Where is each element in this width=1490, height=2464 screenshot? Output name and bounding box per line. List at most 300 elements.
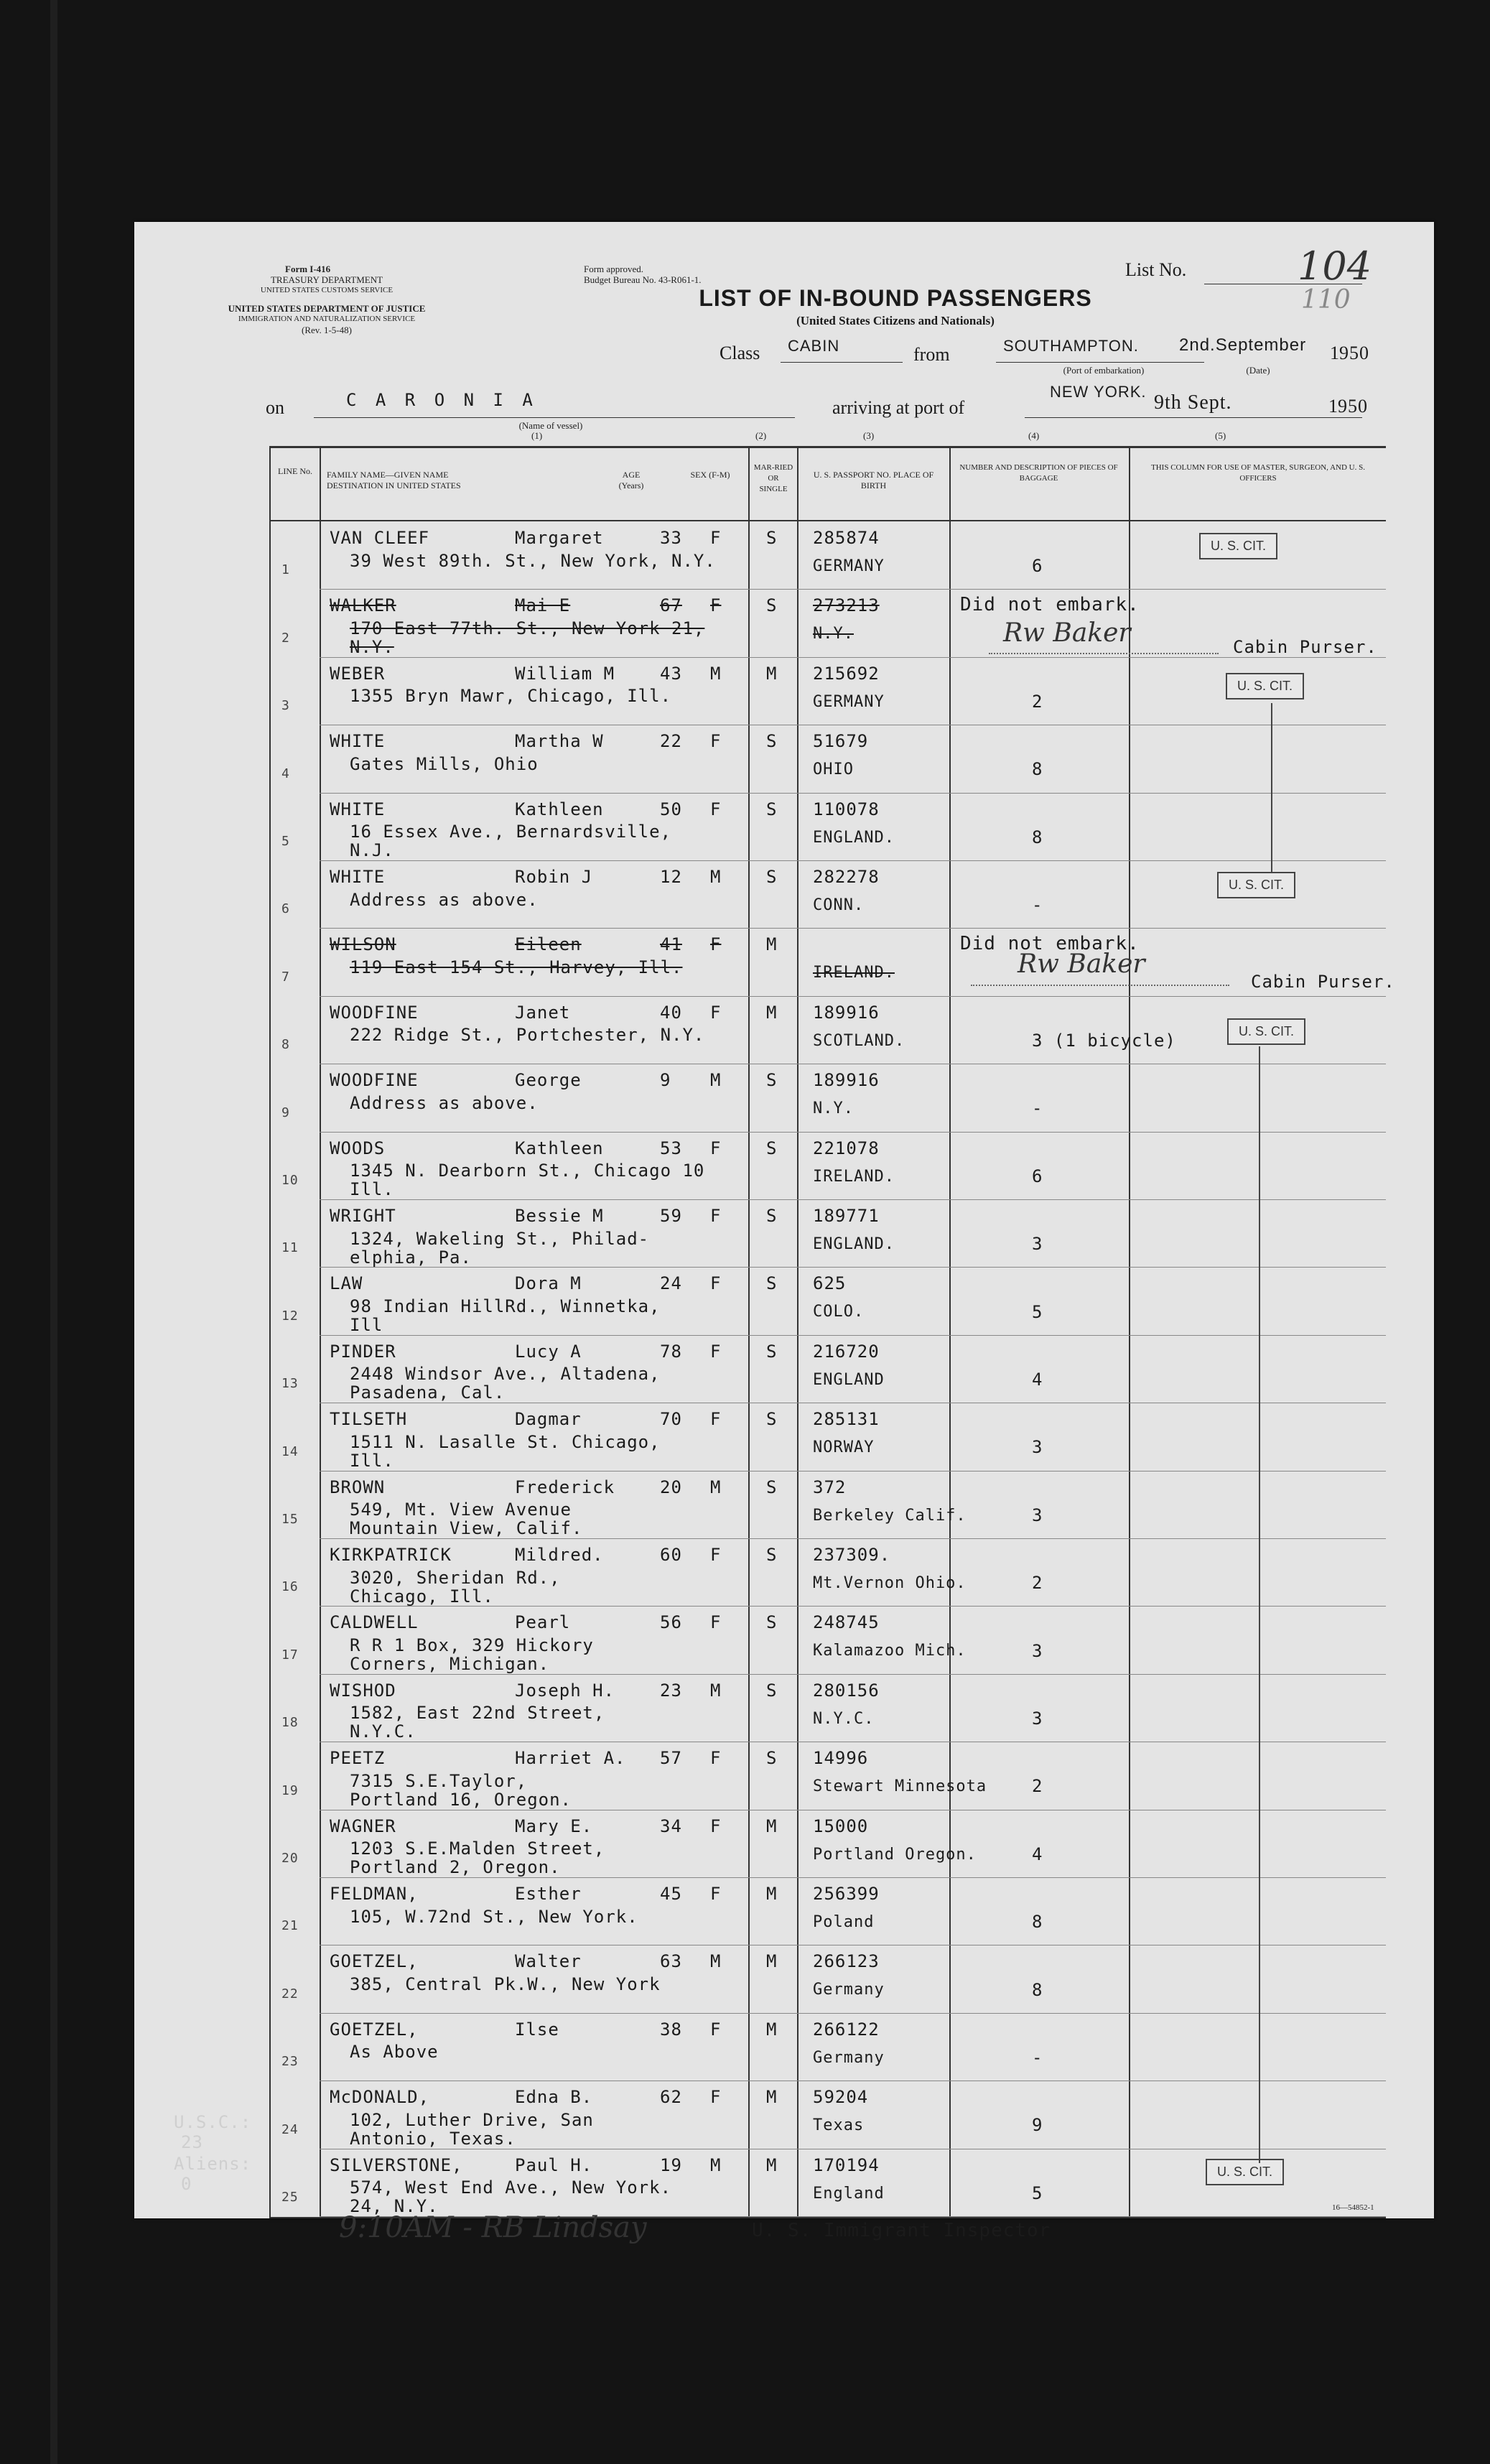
line-number: 1 — [281, 562, 290, 578]
address-line-1: 385, Central Pk.W., New York — [350, 1974, 661, 1995]
aliens-label: Aliens: — [174, 2154, 252, 2174]
sex: F — [710, 1409, 722, 1430]
marital-status: S — [766, 731, 778, 752]
baggage-count: 9 — [1032, 2115, 1043, 2136]
baggage-count: 5 — [1032, 1301, 1043, 1322]
age: 34 — [660, 1816, 682, 1836]
baggage-count: 2 — [1032, 1776, 1043, 1797]
address-line-1: 574, West End Ave., New York. — [350, 2177, 672, 2198]
line-number: 4 — [281, 766, 290, 781]
agency-line: IMMIGRATION AND NATURALIZATION SERVICE — [238, 315, 416, 323]
sex: F — [710, 528, 722, 548]
usc-count: 23 — [181, 2132, 203, 2152]
marital-status: M — [766, 1816, 778, 1836]
line-number: 15 — [281, 1511, 299, 1527]
line-number: 3 — [281, 698, 290, 714]
sex: F — [710, 595, 722, 616]
col-number: (3) — [863, 430, 875, 441]
baggage-count: 3 — [1032, 1505, 1043, 1525]
given-name: Mary E. — [515, 1816, 593, 1836]
approval-line: Budget Bureau No. 43-R061-1. — [584, 274, 702, 285]
table-row — [134, 1607, 1427, 1674]
table-row — [134, 929, 1427, 996]
marital-status: M — [766, 1002, 778, 1023]
line-number: 16 — [281, 1579, 299, 1595]
place-of-birth: Stewart Minnesota — [813, 1777, 987, 1796]
inspector-label: U. S. Immigrant Inspector — [752, 2220, 1051, 2241]
marital-status: S — [766, 1477, 778, 1497]
table-row — [134, 1539, 1427, 1607]
table-row — [134, 794, 1427, 861]
line-number: 24 — [281, 2121, 299, 2137]
place-of-birth: COLO. — [813, 1303, 865, 1321]
family-name: GOETZEL, — [330, 1951, 419, 1972]
passport-number: 282278 — [813, 867, 880, 887]
family-name: WHITE — [330, 867, 386, 887]
sex: F — [710, 1341, 722, 1362]
given-name: Dora M — [515, 1273, 582, 1294]
line-number: 14 — [281, 1443, 299, 1459]
address-line-1: As Above — [350, 2042, 439, 2063]
line-number: 25 — [281, 2189, 299, 2205]
age: 23 — [660, 1680, 682, 1701]
address-line-1: 119 East 154 St., Harvey, Ill. — [350, 957, 683, 978]
line-number: 7 — [281, 969, 290, 985]
sex: M — [710, 1680, 722, 1701]
age: 40 — [660, 1002, 682, 1023]
age: 62 — [660, 2087, 682, 2108]
passport-number: 189916 — [813, 1070, 880, 1091]
date-caption: (Date) — [1246, 365, 1270, 376]
passport-number: 51679 — [813, 731, 869, 752]
col-header-baggage: NUMBER AND DESCRIPTION OF PIECES OF BAGGAGE — [959, 463, 1118, 483]
line-number: 17 — [281, 1647, 299, 1663]
place-of-birth: Kalamazoo Mich. — [813, 1642, 967, 1660]
address-line-1: 1203 S.E.Malden Street, — [350, 1838, 605, 1859]
marital-status: M — [766, 2087, 778, 2108]
passport-number: 189916 — [813, 1002, 880, 1023]
address-line-1: 1582, East 22nd Street, — [350, 1703, 605, 1724]
arrival-date: 9th Sept. — [1154, 391, 1232, 414]
us-cit-stamp: U. S. CIT. — [1217, 872, 1295, 898]
given-name: Paul H. — [515, 2154, 593, 2175]
baggage-count: 8 — [1032, 827, 1043, 847]
family-name: LAW — [330, 1273, 363, 1294]
age: 24 — [660, 1273, 682, 1294]
usc-label: U.S.C.: — [174, 2112, 252, 2132]
passport-number: 266122 — [813, 2019, 880, 2040]
col-header-married: MAR-RIED OR SINGLE — [753, 463, 793, 493]
agency-line: TREASURY DEPARTMENT — [270, 274, 383, 285]
age: 22 — [660, 731, 682, 752]
family-name: WAGNER — [330, 1816, 396, 1836]
address-line-1: Gates Mills, Ohio — [350, 753, 539, 774]
place-of-birth: GERMANY — [813, 557, 885, 576]
line-number: 11 — [281, 1240, 299, 1256]
sex: F — [710, 1884, 722, 1904]
given-name: Robin J — [515, 867, 593, 887]
us-cit-stamp: U. S. CIT. — [1206, 2159, 1284, 2185]
vessel-rule — [314, 417, 795, 418]
place-of-birth: Mt.Vernon Ohio. — [813, 1574, 967, 1593]
col-header-age: AGE (Years) — [618, 470, 644, 491]
arrival-rule — [1025, 417, 1362, 418]
family-name: WEBER — [330, 663, 386, 684]
place-of-birth: Poland — [813, 1913, 875, 1932]
passport-number: 189771 — [813, 1206, 880, 1226]
given-name: Pearl — [515, 1612, 571, 1633]
baggage-count: 8 — [1032, 1979, 1043, 2000]
age: 43 — [660, 663, 682, 684]
sex: F — [710, 1138, 722, 1158]
passport-number: 256399 — [813, 1884, 880, 1904]
age: 78 — [660, 1341, 682, 1362]
marital-status: S — [766, 1341, 778, 1362]
year-embarked: 50 — [1349, 343, 1369, 363]
age: 70 — [660, 1409, 682, 1430]
cit-bracket-line — [1271, 703, 1272, 872]
col-number: (1) — [531, 430, 543, 441]
age: 53 — [660, 1138, 682, 1158]
family-name: WOODS — [330, 1138, 386, 1158]
address-line-2: N.Y.C. — [350, 1721, 416, 1742]
marital-status: S — [766, 1409, 778, 1430]
purser-dotline — [989, 653, 1219, 654]
family-name: WHITE — [330, 731, 386, 752]
marital-status: M — [766, 1884, 778, 1904]
age: 63 — [660, 1951, 682, 1972]
marital-status: S — [766, 799, 778, 819]
sex: F — [710, 2087, 722, 2108]
baggage-count: 8 — [1032, 1912, 1043, 1933]
address-line-1: 3020, Sheridan Rd., — [350, 1567, 561, 1588]
table-row — [134, 2014, 1427, 2081]
address-line-2: N.J. — [350, 840, 394, 861]
place-of-birth: IRELAND. — [813, 964, 895, 982]
address-line-2: Ill. — [350, 1179, 394, 1200]
age: 45 — [660, 1884, 682, 1904]
line-number: 2 — [281, 630, 290, 646]
marital-status: S — [766, 1545, 778, 1565]
list-no-secondary: 110 — [1301, 285, 1351, 315]
sex: F — [710, 1816, 722, 1836]
address-line-1: 1345 N. Dearborn St., Chicago 10 — [350, 1161, 705, 1181]
sex: M — [710, 663, 722, 684]
family-name: WISHOD — [330, 1680, 396, 1701]
address-line-1: 1324, Wakeling St., Philad- — [350, 1228, 650, 1249]
marital-status: M — [766, 2019, 778, 2040]
class-rule — [781, 362, 903, 363]
family-name: WALKER — [330, 595, 396, 616]
family-name: PINDER — [330, 1341, 396, 1362]
age: 50 — [660, 799, 682, 819]
address-line-1: Address as above. — [350, 889, 539, 910]
marital-status: S — [766, 1612, 778, 1633]
age: 9 — [660, 1070, 671, 1091]
given-name: Martha W — [515, 731, 604, 752]
given-name: Dagmar — [515, 1409, 582, 1430]
baggage-count: 6 — [1032, 1166, 1043, 1186]
family-name: KIRKPATRICK — [330, 1545, 452, 1565]
address-line-2: elphia, Pa. — [350, 1247, 472, 1268]
age: 33 — [660, 528, 682, 548]
address-line-2: Portland 2, Oregon. — [350, 1857, 561, 1878]
place-of-birth: N.Y. — [813, 1099, 854, 1118]
family-name: SILVERSTONE, — [330, 2154, 463, 2175]
marital-status: S — [766, 1206, 778, 1226]
table-top-rule — [269, 446, 1386, 448]
line-number: 6 — [281, 901, 290, 917]
passport-number: 215692 — [813, 663, 880, 684]
class-label: Class — [720, 343, 760, 363]
marital-status: M — [766, 1951, 778, 1972]
marital-status: S — [766, 595, 778, 616]
address-line-2: Mountain View, Calif. — [350, 1518, 583, 1539]
line-number: 13 — [281, 1376, 299, 1392]
line-number: 9 — [281, 1105, 290, 1120]
address-line-1: 16 Essex Ave., Bernardsville, — [350, 822, 672, 842]
baggage-count: 2 — [1032, 1573, 1043, 1594]
table-row — [134, 1064, 1427, 1132]
given-name: Harriet A. — [515, 1748, 626, 1769]
address-line-1: 98 Indian HillRd., Winnetka, — [350, 1296, 661, 1317]
address-line-2: N.Y. — [350, 637, 394, 658]
date-embarked: 2nd.September — [1179, 335, 1307, 355]
document-subtitle: (United States Citizens and Nationals) — [796, 314, 995, 327]
passport-number: 237309. — [813, 1545, 891, 1565]
arrival-year: 50 — [1348, 396, 1368, 417]
place-of-birth: Texas — [813, 2116, 865, 2135]
sex: F — [710, 731, 722, 752]
family-name: McDONALD, — [330, 2087, 430, 2108]
col-header-passport: U. S. PASSPORT NO. PLACE OF BIRTH — [813, 470, 934, 491]
col-number: (5) — [1215, 430, 1226, 441]
age: 38 — [660, 2019, 682, 2040]
place-of-birth: Germany — [813, 2048, 885, 2067]
line-number: 20 — [281, 1850, 299, 1866]
address-line-2: Chicago, Ill. — [350, 1586, 494, 1607]
passport-number: 372 — [813, 1477, 847, 1497]
family-name: WHITE — [330, 799, 386, 819]
inspector-signature: 9:10AM - RB Lindsay — [339, 2211, 647, 2244]
sex: F — [710, 1748, 722, 1769]
place-of-birth: ENGLAND — [813, 1370, 885, 1389]
marital-status: S — [766, 1680, 778, 1701]
marital-status: S — [766, 528, 778, 548]
line-number: 23 — [281, 2054, 299, 2070]
baggage-count: - — [1032, 2047, 1043, 2068]
address-line-1: 170 East 77th. St., New York 21, — [350, 618, 705, 639]
address-line-2: Ill — [350, 1315, 383, 1336]
line-number: 19 — [281, 1782, 299, 1798]
year-prefix-2: 19 — [1328, 396, 1347, 417]
table-row — [134, 1742, 1427, 1810]
place-of-birth: IRELAND. — [813, 1167, 895, 1186]
approval-line: Form approved. — [584, 264, 644, 274]
agency-line: UNITED STATES CUSTOMS SERVICE — [260, 286, 394, 294]
table-row — [134, 1403, 1427, 1471]
address-line-1: 1355 Bryn Mawr, Chicago, Ill. — [350, 686, 672, 707]
row-note: Did not embark. — [960, 933, 1140, 955]
sex: F — [710, 1002, 722, 1023]
marital-status: S — [766, 1748, 778, 1769]
given-name: Kathleen — [515, 1138, 604, 1158]
agency-line: (Rev. 1-5-48) — [302, 325, 352, 335]
place-of-birth: Berkeley Calif. — [813, 1506, 967, 1525]
place-of-birth: Germany — [813, 1981, 885, 1999]
table-row — [134, 1472, 1427, 1539]
marital-status: M — [766, 2154, 778, 2175]
given-name: William M — [515, 663, 615, 684]
address-line-1: 1511 N. Lasalle St. Chicago, — [350, 1431, 661, 1452]
family-name: WOODFINE — [330, 1002, 419, 1023]
marital-status: M — [766, 934, 778, 955]
class-value: CABIN — [788, 337, 840, 355]
table-header-rule — [269, 520, 1386, 521]
sex: F — [710, 2019, 722, 2040]
family-name: WRIGHT — [330, 1206, 396, 1226]
us-cit-stamp: U. S. CIT. — [1226, 673, 1304, 699]
baggage-count: 3 — [1032, 1708, 1043, 1729]
port-caption: (Port of embarkation) — [1063, 365, 1145, 376]
place-of-birth: GERMANY — [813, 692, 885, 711]
age: 67 — [660, 595, 682, 616]
given-name: Ilse — [515, 2019, 559, 2040]
col-number: (2) — [755, 430, 767, 441]
purser-title: Cabin Purser. — [1233, 637, 1377, 657]
address-line-2: Pasadena, Cal. — [350, 1382, 506, 1403]
aliens-count: 0 — [181, 2174, 192, 2194]
list-no-label: List No. — [1125, 259, 1187, 280]
on-label: on — [266, 397, 284, 418]
given-name: Mai E — [515, 595, 571, 616]
vessel-name: C A R O N I A — [346, 390, 537, 410]
given-name: Lucy A — [515, 1341, 582, 1362]
passport-number: 59204 — [813, 2087, 869, 2108]
place-of-birth: N.Y.C. — [813, 1709, 875, 1728]
table-row — [134, 1336, 1427, 1403]
passport-number: 216720 — [813, 1341, 880, 1362]
age: 12 — [660, 867, 682, 887]
sex: M — [710, 2154, 722, 2175]
family-name: VAN CLEEF — [330, 528, 430, 548]
us-cit-stamp: U. S. CIT. — [1227, 1018, 1305, 1045]
sex: M — [710, 1951, 722, 1972]
passport-number: 170194 — [813, 2154, 880, 2175]
sex: F — [710, 1545, 722, 1565]
document-title: LIST OF IN-BOUND PASSENGERS — [699, 285, 1092, 311]
line-number: 18 — [281, 1715, 299, 1731]
given-name: Walter — [515, 1951, 582, 1972]
year-prefix-1: 19 — [1330, 343, 1349, 363]
purser-signature: Rw Baker — [1018, 949, 1145, 979]
address-line-1: 2448 Windsor Ave., Altadena, — [350, 1364, 661, 1385]
table-row — [134, 1878, 1427, 1945]
passport-number: 248745 — [813, 1612, 880, 1633]
table-row — [134, 1200, 1427, 1268]
baggage-count: 8 — [1032, 759, 1043, 780]
line-number: 5 — [281, 833, 290, 849]
address-line-1: 105, W.72nd St., New York. — [350, 1906, 638, 1927]
purser-signature: Rw Baker — [1003, 618, 1131, 648]
given-name: Esther — [515, 1884, 582, 1904]
passport-number: 14996 — [813, 1748, 869, 1769]
line-number: 21 — [281, 1918, 299, 1934]
us-cit-stamp: U. S. CIT. — [1199, 533, 1277, 559]
address-line-2: 24, N.Y. — [350, 2196, 439, 2217]
marital-status: M — [766, 663, 778, 684]
address-line-1: 549, Mt. View Avenue — [350, 1500, 572, 1520]
sex: F — [710, 1273, 722, 1294]
address-line-2: Portland 16, Oregon. — [350, 1789, 572, 1810]
given-name: Kathleen — [515, 799, 604, 819]
baggage-count: 6 — [1032, 556, 1043, 577]
table-row — [134, 725, 1427, 793]
address-line-1: 7315 S.E.Taylor, — [350, 1770, 528, 1791]
given-name: Bessie M — [515, 1206, 604, 1226]
col-header-officers: THIS COLUMN FOR USE OF MASTER, SURGEON, AND U. S. OFFICERS — [1151, 463, 1365, 483]
age: 20 — [660, 1477, 682, 1497]
vessel-caption: (Name of vessel) — [518, 420, 583, 431]
footer-code: 16—54852-1 — [1332, 2203, 1374, 2212]
address-line-2: Corners, Michigan. — [350, 1654, 550, 1675]
address-line-2: Ill. — [350, 1450, 394, 1471]
arriving-label: arriving at port of — [832, 397, 965, 418]
baggage-count: 2 — [1032, 691, 1043, 712]
age: 59 — [660, 1206, 682, 1226]
family-name: PEETZ — [330, 1748, 386, 1769]
given-name: Margaret — [515, 528, 604, 548]
given-name: Frederick — [515, 1477, 615, 1497]
col-header-name: FAMILY NAME—GIVEN NAME DESTINATION IN UNITED STATES — [327, 470, 461, 491]
passport-number: 221078 — [813, 1138, 880, 1158]
family-name: CALDWELL — [330, 1612, 419, 1633]
age: 56 — [660, 1612, 682, 1633]
marital-status: S — [766, 1138, 778, 1158]
baggage-count: 4 — [1032, 1369, 1043, 1390]
given-name: Edna B. — [515, 2087, 593, 2108]
scan-edge — [50, 0, 57, 2464]
table-row — [134, 1945, 1427, 2013]
table-row — [134, 1675, 1427, 1742]
place-of-birth: ENGLAND. — [813, 1235, 895, 1254]
baggage-count: - — [1032, 1098, 1043, 1119]
place-of-birth: OHIO — [813, 761, 854, 779]
given-name: Janet — [515, 1002, 571, 1023]
port-arrival: NEW YORK. — [1050, 383, 1147, 401]
age: 57 — [660, 1748, 682, 1769]
line-number: 12 — [281, 1308, 299, 1324]
family-name: FELDMAN, — [330, 1884, 419, 1904]
age: 19 — [660, 2154, 682, 2175]
passport-number: 625 — [813, 1273, 847, 1294]
table-row — [134, 1268, 1427, 1335]
sex: F — [710, 1612, 722, 1633]
address-line-2: Antonio, Texas. — [350, 2128, 516, 2149]
baggage-count: 3 (1 bicycle) — [1032, 1030, 1176, 1051]
place-of-birth: SCOTLAND. — [813, 1031, 905, 1050]
passport-number: 110078 — [813, 799, 880, 819]
passport-number: 273213 — [813, 595, 880, 616]
passenger-list-sheet — [134, 222, 1434, 2244]
passport-number: 285874 — [813, 528, 880, 548]
cit-bracket-line — [1259, 1046, 1260, 2163]
baggage-count: 4 — [1032, 1844, 1043, 1864]
place-of-birth: Portland Oregon. — [813, 1845, 977, 1864]
sex: M — [710, 867, 722, 887]
purser-dotline — [971, 985, 1229, 986]
sex: M — [710, 1070, 722, 1091]
